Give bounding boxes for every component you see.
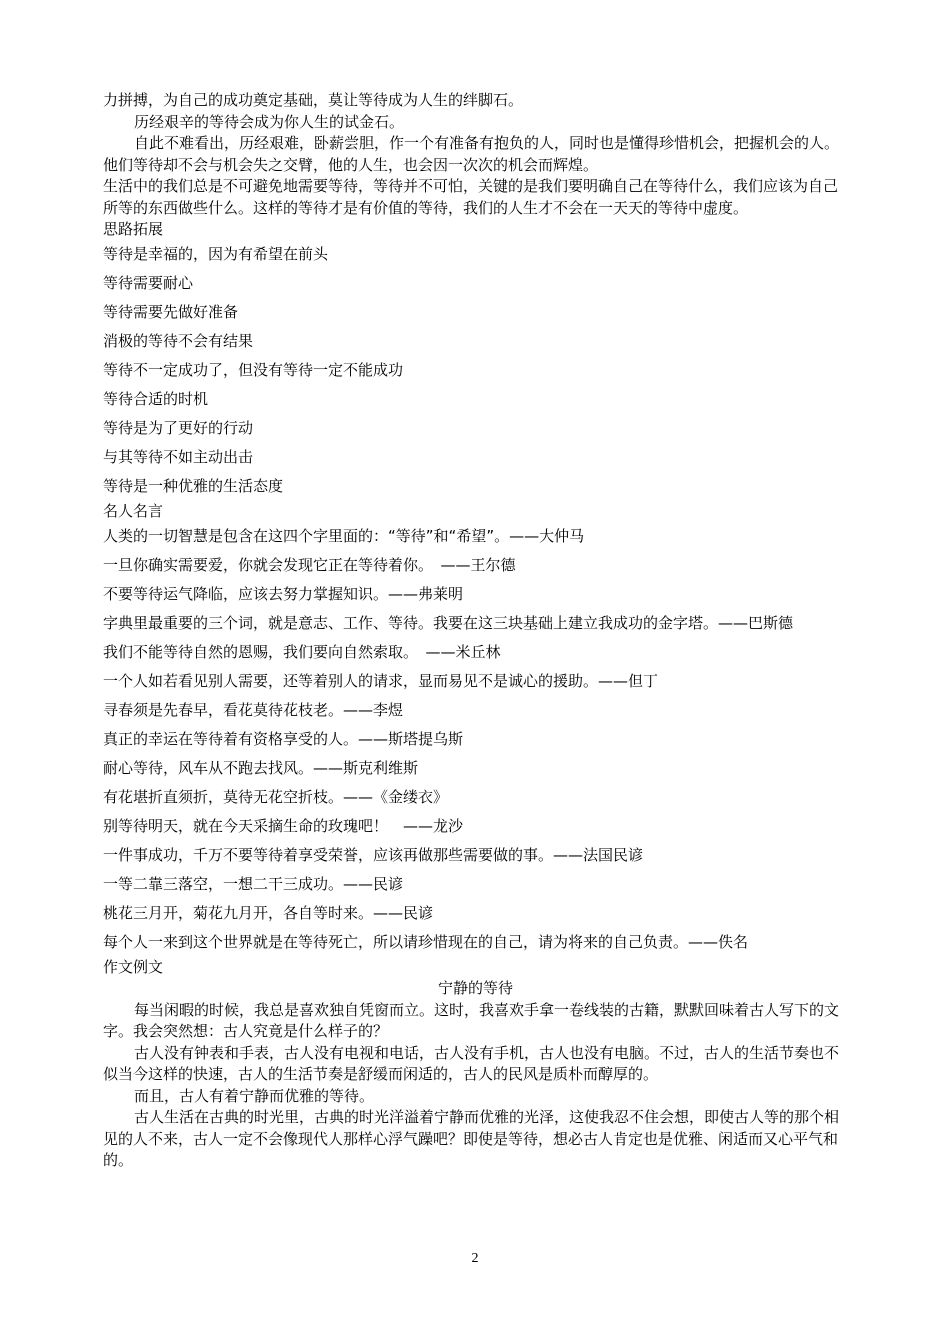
quote-item: 一个人如若看见别人需要，还等着别人的请求，显而易见不是诚心的援助。——但丁 <box>103 672 659 690</box>
list-item: 等待是一种优雅的生活态度 <box>103 477 284 495</box>
quote-item: 一等二靠三落空，一想二干三成功。——民谚 <box>103 875 404 893</box>
ideas-list <box>103 240 848 501</box>
quotes-section <box>103 501 848 957</box>
intro-section <box>103 90 848 219</box>
list-item: 消极的等待不会有结果 <box>103 332 254 350</box>
quote-item: 每个人一来到这个世界就是在等待死亡，所以请珍惜现在的自己，请为将来的自己负责。——佚名 <box>103 933 749 951</box>
quote-item: 有花堪折直须折，莫待无花空折枝。——《金缕衣》 <box>103 788 449 806</box>
essay-paragraph: 古人没有钟表和手表，古人没有电视和电话，古人没有手机，古人也没有电脑。不过，古人的生活节奏也不似当今这样的快速，古人的生活节奏是舒缓而闲适的，古人的民风是质朴而醇厚的。 <box>103 1043 840 1083</box>
essay-paragraph: 而且，古人有着宁静而优雅的等待。 <box>134 1086 375 1105</box>
list-item: 等待是幸福的，因为有希望在前头 <box>103 245 329 263</box>
quote-item: 不要等待运气降临，应该去努力掌握知识。——弗莱明 <box>103 585 464 603</box>
document-page <box>103 90 848 1172</box>
quote-item: 我们不能等待自然的恩赐，我们要向自然索取。 ——米丘林 <box>103 643 501 661</box>
list-item: 等待不一定成功了，但没有等待一定不能成功 <box>103 361 404 379</box>
essay-paragraph: 每当闲暇的时候，我总是喜欢独自凭窗而立。这时，我喜欢手拿一卷线装的古籍，默默回味着古人写下的文字。我会突然想：古人究竟是什么样子的？ <box>103 1000 840 1040</box>
essay-paragraph: 古人生活在古典的时光里，古典的时光洋溢着宁静而优雅的光泽，这使我忍不住会想，即使古人等的那个相见的人不来，古人一定不会像现代人那样心浮气躁吧？即使是等待，想必古人肯定也是优雅、闲适而又心平气和的。 <box>103 1108 840 1169</box>
section-heading-essay: 作文例文 <box>103 958 164 976</box>
quote-item: 别等待明天，就在今天采摘生命的玫瑰吧！ ——龙沙 <box>103 817 464 835</box>
list-item: 与其等待不如主动出击 <box>103 448 254 466</box>
list-item: 等待需要先做好准备 <box>103 303 239 321</box>
quote-item: 耐心等待，风车从不跑去找风。——斯克利维斯 <box>103 759 419 777</box>
intro-paragraph: 历经艰辛的等待会成为你人生的试金石。 <box>134 112 405 131</box>
section-heading-quotes: 名人名言 <box>103 502 164 520</box>
intro-paragraph: 自此不难看出，历经艰难，卧薪尝胆，作一个有准备有抱负的人，同时也是懂得珍惜机会，把握机会的人。他们等待却不会与机会失之交臂，他的人生，也会因一次次的机会而辉煌。 <box>103 134 840 174</box>
intro-paragraph: 力拼搏，为自己的成功奠定基础，莫让等待成为人生的绊脚石。 <box>103 91 524 109</box>
essay-section <box>103 957 848 1172</box>
list-item: 等待是为了更好的行动 <box>103 419 254 437</box>
quote-item: 一件事成功，千万不要等待着享受荣誉，应该再做那些需要做的事。——法国民谚 <box>103 846 644 864</box>
section-heading-ideas: 思路拓展 <box>103 220 164 238</box>
quotes-list <box>103 522 848 957</box>
intro-paragraph: 生活中的我们总是不可避免地需要等待，等待并不可怕，关键的是我们要明确自己在等待什么，我们应该为自己所等的东西做些什么。这样的等待才是有价值的等待，我们的人生才不会在一天天的等待中虚度。 <box>103 177 839 217</box>
essay-title: 宁静的等待 <box>437 979 513 997</box>
quote-item: 一旦你确实需要爱，你就会发现它正在等待着你。 ——王尔德 <box>103 556 516 574</box>
ideas-section <box>103 219 848 501</box>
quote-item: 字典里最重要的三个词，就是意志、工作、等待。我要在这三块基础上建立我成功的金字塔。——巴斯德 <box>103 614 794 632</box>
quote-item: 桃花三月开，菊花九月开，各自等时来。——民谚 <box>103 904 434 922</box>
quote-item: 寻春须是先春早，看花莫待花枝老。——李煜 <box>103 701 404 719</box>
list-item: 等待需要耐心 <box>103 274 194 292</box>
list-item: 等待合适的时机 <box>103 390 209 408</box>
quote-item: 人类的一切智慧是包含在这四个字里面的：“等待”和“希望”。——大仲马 <box>103 527 585 545</box>
quote-item: 真正的幸运在等待着有资格享受的人。——斯塔提乌斯 <box>103 730 464 748</box>
page-number: 2 <box>471 1251 479 1266</box>
